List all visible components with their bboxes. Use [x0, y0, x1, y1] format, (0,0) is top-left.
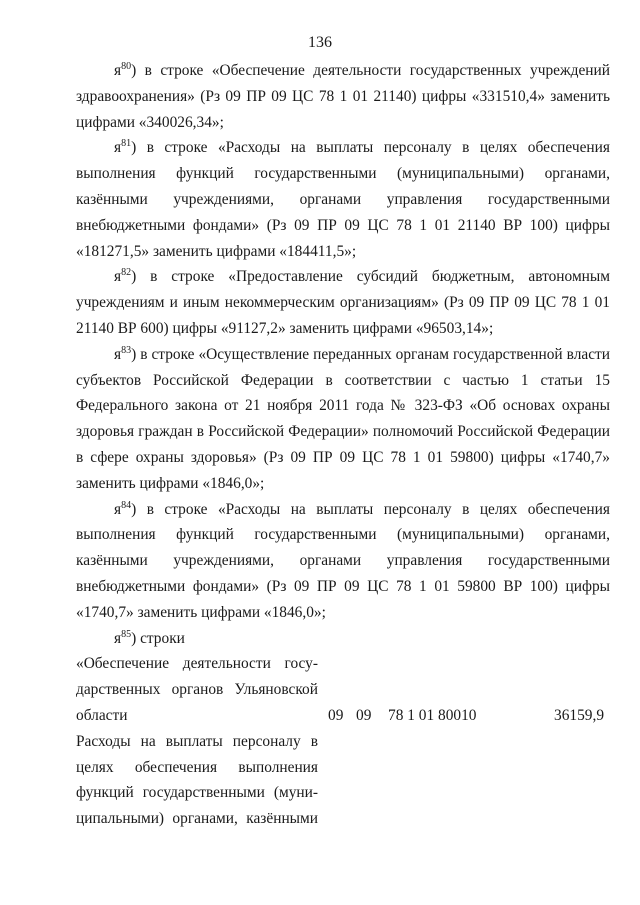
- item-marker: я: [114, 139, 122, 157]
- row-name-line: области: [76, 706, 128, 724]
- item-text: ) в строке «Обеспечение деятельности государственных учреждений здравоохранения» (Рз 09 ПР 09 ЦС 78 1 01 21140) цифры «331510,4» заменить цифрами «340026,34»;: [76, 62, 610, 131]
- amount-value: 36159,9: [554, 706, 605, 724]
- item-text: ) в строке «Расходы на выплаты персоналу в целях обеспечения выполнения функций государственными (муниципальными) органами, казёнными учреждениями, органами управления государственными внебюджетными фондами» (Рз 09 ПР 09 ЦС 78 1 01 21140 ВР 100) цифры «181271,5» заменить цифрами «184411,5»;: [76, 139, 610, 260]
- item-number: 84: [121, 499, 132, 511]
- table-row: [76, 729, 610, 755]
- item-marker: я: [114, 345, 122, 363]
- amendment-item: [76, 626, 610, 652]
- item-text: ) в строке «Предоставление субсидий бюджетным, автономным учреждениям и иным некоммерческим организациям» (Рз 09 ПР 09 ЦС 78 1 01 21140 ВР 600) цифры «91127,2» заменить цифрами «96503,14»;: [76, 268, 610, 337]
- amendment-item: [76, 497, 610, 626]
- table-row: [76, 703, 610, 729]
- item-marker: я: [114, 629, 122, 647]
- row-name-line: «Обеспечение деятельности госу-: [76, 655, 318, 673]
- row-name-line: функций государственными (муни-: [76, 784, 318, 802]
- item-number: 82: [121, 267, 132, 279]
- item-text: ) в строке «Расходы на выплаты персоналу в целях обеспечения выполнения функций государственными (муниципальными) органами, казёнными учреждениями, органами управления государственными внебюджетными фондами» (Рз 09 ПР 09 ЦС 78 1 01 59800 ВР 100) цифры «1740,7» заменить цифрами «1846,0»;: [76, 500, 610, 621]
- item-number: 81: [121, 138, 132, 150]
- row-name-line: Расходы на выплаты персоналу в: [76, 732, 318, 750]
- row-name-line: дарственных органов Ульяновской: [76, 681, 318, 699]
- item-text: ) в строке «Осуществление переданных органам государственной власти субъектов Российской Федерации в соответствии с частью 1 статьи 15 Федерального закона от 21 ноября 2011 года № 323-ФЗ «Об основах охраны здоровья граждан в Российской Федерации» полномочий Российской Федерации в сфере охраны здоровья» (Рз 09 ПР 09 ЦС 78 1 01 59800) цифры «1740,7» заменить цифрами «1846,0»;: [76, 345, 610, 492]
- item-marker: я: [114, 62, 122, 79]
- amendment-item: [76, 264, 610, 341]
- item-number: 83: [121, 344, 132, 356]
- item-number: 80: [121, 60, 132, 72]
- item-marker: я: [114, 268, 122, 286]
- item-text: ) строки: [131, 629, 185, 647]
- item-number: 85: [121, 628, 132, 640]
- amendment-item: [76, 342, 610, 497]
- row-name-line: ципальными) органами, казёнными: [76, 810, 318, 828]
- subsection-code: 09: [356, 706, 372, 724]
- table-row: [76, 677, 610, 703]
- amendment-item: [76, 58, 610, 135]
- document-body: [76, 58, 610, 832]
- item-marker: я: [114, 500, 122, 518]
- amendment-item: [76, 135, 610, 264]
- section-code: 09: [328, 706, 344, 724]
- page-number: 136: [308, 34, 332, 51]
- row-name-line: целях обеспечения выполнения: [76, 758, 318, 776]
- target-article-code: 78 1 01 80010: [388, 706, 477, 724]
- budget-lines-table: [76, 651, 610, 832]
- table-row: [76, 755, 610, 781]
- table-row: [76, 806, 610, 832]
- table-row: [76, 780, 610, 806]
- table-row: [76, 651, 610, 677]
